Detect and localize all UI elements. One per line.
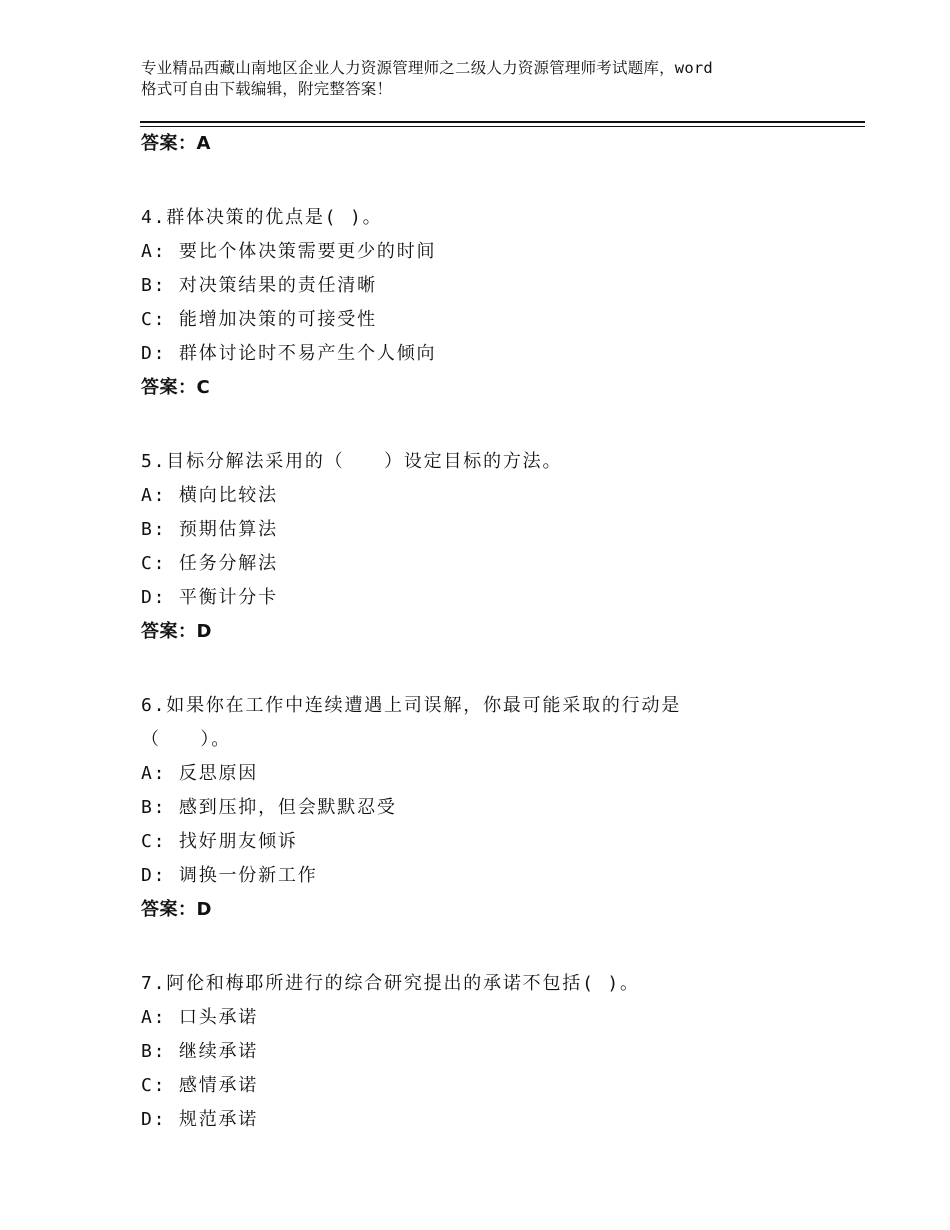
answer: 答案：D bbox=[141, 621, 212, 642]
question-stem-line-2: （ ）。 bbox=[141, 729, 231, 750]
option-a: A: 横向比较法 bbox=[141, 485, 278, 506]
question-stem: 5.目标分解法采用的（ ）设定目标的方法。 bbox=[141, 451, 563, 472]
option-c: C: 找好朋友倾诉 bbox=[141, 831, 298, 852]
option-b: B: 对决策结果的责任清晰 bbox=[141, 275, 377, 296]
question-stem: 4.群体决策的优点是( )。 bbox=[141, 207, 383, 228]
option-b: B: 继续承诺 bbox=[141, 1041, 259, 1062]
option-d: D: 平衡计分卡 bbox=[141, 587, 278, 608]
question-7 bbox=[141, 967, 865, 1137]
option-a: A: 要比个体决策需要更少的时间 bbox=[141, 241, 437, 262]
option-c: C: 能增加决策的可接受性 bbox=[141, 309, 377, 330]
option-d: D: 调换一份新工作 bbox=[141, 865, 318, 886]
question-stem: 7.阿伦和梅耶所进行的综合研究提出的承诺不包括( )。 bbox=[141, 973, 640, 994]
option-a: A: 反思原因 bbox=[141, 763, 259, 784]
question-stem-line-1: 6.如果你在工作中连续遭遇上司误解，你最可能采取的行动是 bbox=[141, 695, 682, 716]
answer: 答案：C bbox=[141, 377, 211, 398]
answer-q3: 答案：A bbox=[141, 133, 211, 154]
header-line-2: 格式可自由下载编辑，附完整答案！ bbox=[141, 80, 393, 98]
header-line-1: 专业精品西藏山南地区企业人力资源管理师之二级人力资源管理师考试题库，word bbox=[141, 59, 713, 77]
document-body bbox=[141, 127, 865, 1137]
question-4 bbox=[141, 201, 865, 405]
option-a: A: 口头承诺 bbox=[141, 1007, 259, 1028]
option-c: C: 感情承诺 bbox=[141, 1075, 259, 1096]
document-header bbox=[141, 58, 841, 100]
answer: 答案：D bbox=[141, 899, 212, 920]
header-rule-thick bbox=[140, 121, 865, 123]
option-d: D: 群体讨论时不易产生个人倾向 bbox=[141, 343, 437, 364]
question-6 bbox=[141, 689, 865, 927]
question-5 bbox=[141, 445, 865, 649]
option-b: B: 感到压抑，但会默默忍受 bbox=[141, 797, 397, 818]
option-d: D: 规范承诺 bbox=[141, 1109, 259, 1130]
option-b: B: 预期估算法 bbox=[141, 519, 278, 540]
option-c: C: 任务分解法 bbox=[141, 553, 278, 574]
